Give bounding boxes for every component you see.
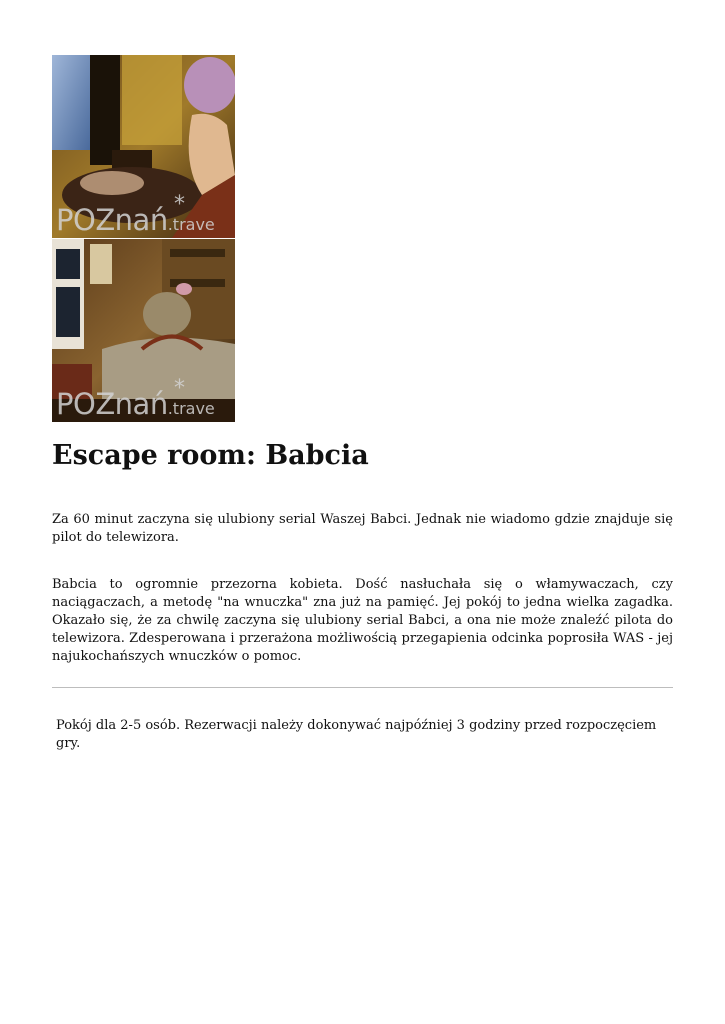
watermark-star: * bbox=[174, 192, 185, 217]
booking-note: Pokój dla 2-5 osób. Rezerwacji należy dokonywać najpóźniej 3 godziny przed rozpoczęciem gry. bbox=[56, 718, 657, 751]
watermark-suffix: .trave bbox=[167, 215, 215, 234]
page-title: Escape room: Babcia bbox=[52, 440, 369, 471]
photo-tv-grandma bbox=[52, 55, 235, 238]
watermark-star: * bbox=[174, 376, 185, 401]
watermark-main: POZnań bbox=[56, 203, 168, 237]
photo-room-basket bbox=[52, 239, 235, 422]
intro-paragraph: Za 60 minut zaczyna się ulubiony serial Waszej Babci. Jednak nie wiadomo gdzie znajduje się pilot do telewizora. bbox=[52, 512, 673, 545]
divider bbox=[52, 687, 673, 688]
watermark bbox=[56, 376, 215, 421]
watermark bbox=[56, 192, 215, 237]
watermark-main: POZnań bbox=[56, 387, 168, 421]
story-paragraph: Babcia to ogromnie przezorna kobieta. Dość nasłuchała się o włamywaczach, czy naciągaczach, a metodę "na wnuczka" zna już na pamięć. Jej pokój to jedna wielka zagadka. Okazało się, że za chwilę zaczyna się ulubiony serial Babci, a ona nie może znaleźć pilota do telewizora. Zdesperowana i przerażona możliwością przegapienia odcinka poprosiła WAS - jej najukochańszych wnuczków o pomoc. bbox=[52, 577, 673, 664]
watermark-suffix: .trave bbox=[167, 399, 215, 418]
